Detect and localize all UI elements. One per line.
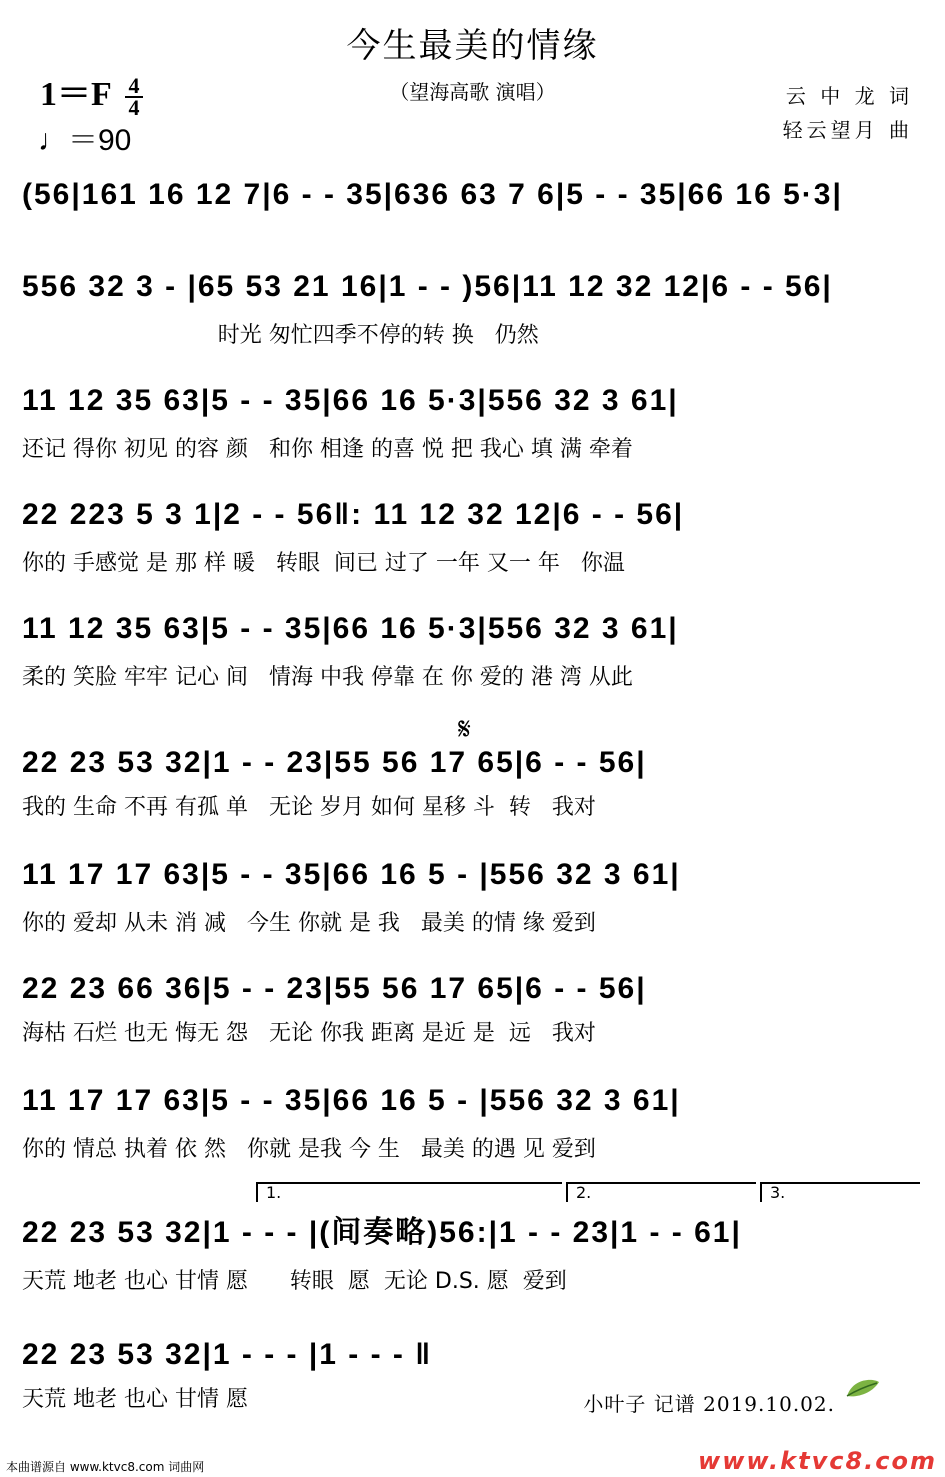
volta-bracket-3: 3. bbox=[760, 1182, 920, 1202]
lyrics-line-6: 我的 生命 不再 有孤 单 无论 岁月 如何 星移 斗 转 我对 bbox=[22, 795, 596, 820]
lyrics-line-2: 时光 匆忙四季不停的转 换 仍然 bbox=[22, 323, 539, 348]
notation-line-2: 556 32 3 - |65 53 21 16|1 - - )56|11 12 32 12|6 - - 56| bbox=[22, 270, 833, 303]
lyrics-line-7: 你的 爱却 从未 消 减 今生 你就 是 我 最美 的情 缘 爱到 bbox=[22, 911, 596, 936]
time-bottom: 4 bbox=[128, 95, 140, 121]
song-title: 今生最美的情缘 bbox=[346, 26, 599, 66]
leaf-icon bbox=[845, 1376, 881, 1400]
singer-credit: （望海高歌 演唱） bbox=[389, 80, 556, 104]
lyrics-line-3: 还记 得你 初见 的容 颜 和你 相逢 的喜 悦 把 我心 填 满 牵着 bbox=[22, 437, 633, 462]
lyrics-line-9: 你的 情总 执着 依 然 你就 是我 今 生 最美 的遇 见 爱到 bbox=[22, 1137, 596, 1162]
notation-line-7: 11 17 17 63|5 - - 35|66 16 5 - |556 32 3 61| bbox=[22, 858, 681, 891]
notation-line-10: 22 23 53 32|1 - - - |(间奏略)56:|1 - - 23|1 - - 61| bbox=[22, 1216, 742, 1249]
transcriber-note: 小叶子 记谱 2019.10.02. bbox=[583, 1392, 835, 1416]
notation-line-4: 22 223 5 3 1|2 - - 56‖: 11 12 32 12|6 - - 56| bbox=[22, 498, 685, 531]
lyrics-line-4: 你的 手感觉 是 那 样 暖 转眼 间已 过了 一年 又一 年 你温 bbox=[22, 551, 625, 576]
composer-credit: 轻云望月 曲 bbox=[782, 118, 913, 142]
footer-site-logo: www.ktvc8.com bbox=[698, 1447, 937, 1475]
volta-bracket-1: 1. bbox=[256, 1182, 562, 1202]
key-label: 1＝F bbox=[40, 76, 111, 113]
time-top: 4 bbox=[128, 73, 140, 99]
footer-source: 本曲谱源自 www.ktvc8.com 词曲网 bbox=[6, 1460, 205, 1474]
lyrics-line-8: 海枯 石烂 也无 悔无 怨 无论 你我 距离 是近 是 远 我对 bbox=[22, 1021, 596, 1046]
lyrics-line-5: 柔的 笑脸 牢牢 记心 间 情海 中我 停靠 在 你 爱的 港 湾 从此 bbox=[22, 665, 633, 690]
lyricist-credit: 云 中 龙 词 bbox=[785, 84, 913, 108]
notation-line-5: 11 12 35 63|5 - - 35|66 16 5·3|556 32 3 61| bbox=[22, 612, 679, 645]
volta-bracket-2: 2. bbox=[566, 1182, 756, 1202]
notation-line-6: 22 23 53 32|1 - - 23|55 56 17 65|6 - - 56| bbox=[22, 746, 647, 779]
notation-line-8: 22 23 66 36|5 - - 23|55 56 17 65|6 - - 56| bbox=[22, 972, 647, 1005]
tempo-marking: ♩＝90 bbox=[38, 124, 132, 157]
notation-line-3: 11 12 35 63|5 - - 35|66 16 5·3|556 32 3 61| bbox=[22, 384, 679, 417]
lyrics-line-10: 天荒 地老 也心 甘情 愿 转眼 愿 无论 D.S. 愿 爱到 bbox=[22, 1269, 567, 1294]
time-signature bbox=[125, 73, 143, 121]
notation-line-1: (56|161 16 12 7|6 - - 35|636 63 7 6|5 - - 35|66 16 5·3| bbox=[22, 178, 843, 211]
key-signature bbox=[40, 66, 143, 121]
notation-line-11: 22 23 53 32|1 - - - |1 - - - ‖ bbox=[22, 1338, 433, 1371]
segno-sign: 𝄋 bbox=[458, 712, 471, 747]
lyrics-line-11: 天荒 地老 也心 甘情 愿 bbox=[22, 1387, 248, 1412]
notation-line-9: 11 17 17 63|5 - - 35|66 16 5 - |556 32 3 61| bbox=[22, 1084, 681, 1117]
